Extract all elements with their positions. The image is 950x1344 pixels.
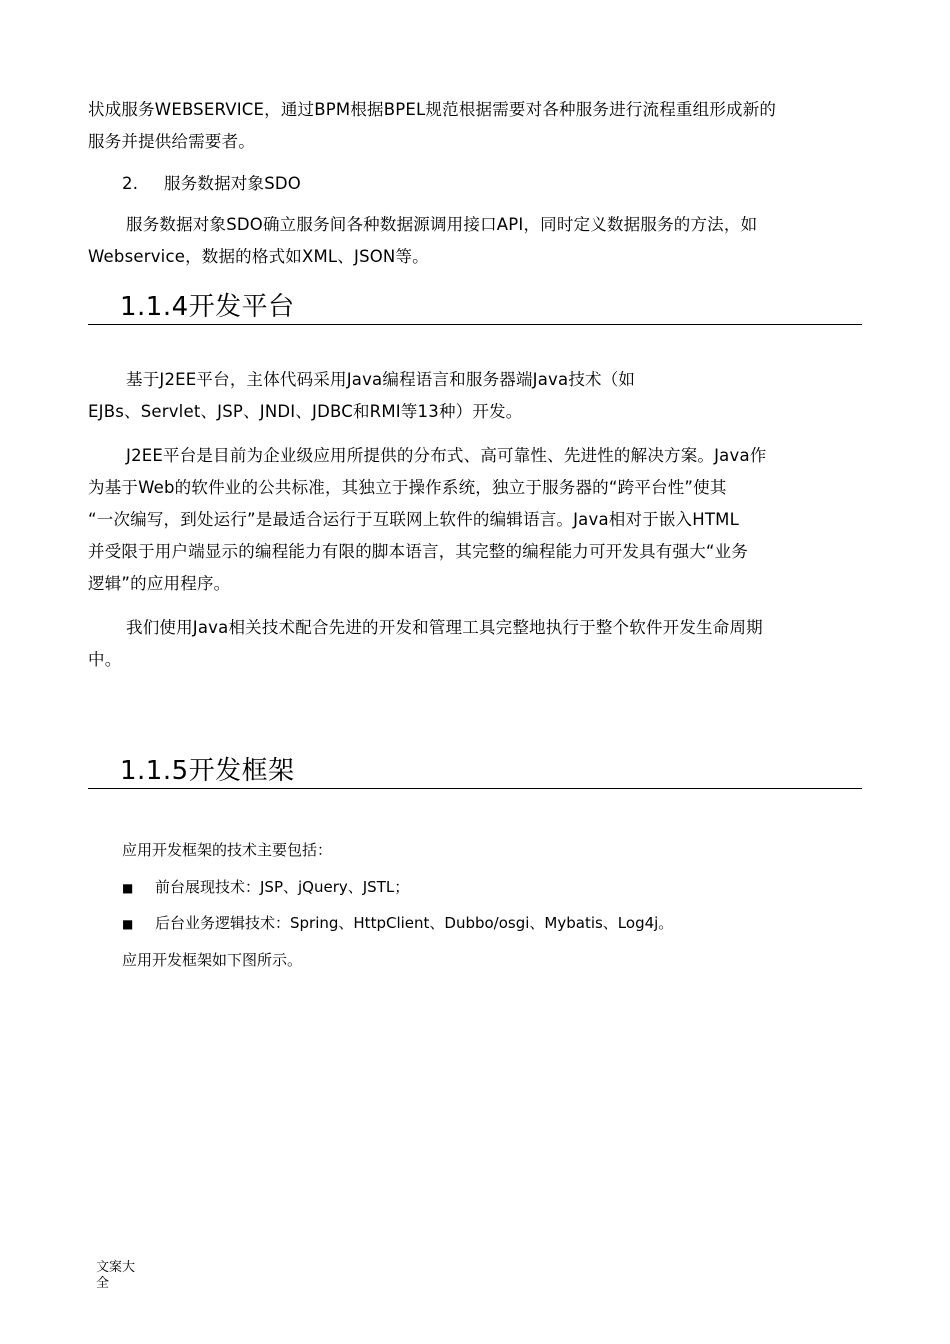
section-heading-114: [88, 284, 862, 325]
platform-para2-line-3: “一次编写，到处运行”是最适合运行于互联网上软件的编辑语言。Java相对于嵌入HTML: [88, 510, 739, 529]
platform-para2-line-5: 逻辑”的应用程序。: [88, 574, 231, 593]
sdo-para-line-1: 服务数据对象SDO确立服务间各种数据源调用接口API，同时定义数据服务的方法，如: [126, 215, 758, 234]
platform-para2-line-2: 为基于Web的软件业的公共标准，其独立于操作系统，独立于服务器的“跨平台性”使其: [88, 478, 727, 497]
platform-para2-line-4: 并受限于用户端显示的编程能力有限的脚本语言，其完整的编程能力可开发具有强大“业务: [88, 542, 749, 561]
intro-line-1: 状成服务WEBSERVICE，通过BPM根据BPEL规范根据需要对各种服务进行流程重组形成新的: [88, 100, 777, 119]
list-item-text: 后台业务逻辑技术：Spring、HttpClient、Dubbo/osgi、Mybatis、Log4j。: [155, 914, 674, 932]
list-item: [122, 877, 409, 898]
item-number: 2.: [122, 174, 139, 193]
section-title: 1.1.4开发平台: [120, 292, 295, 322]
intro-line-2: 服务并提供给需要者。: [88, 132, 255, 151]
footer-line-1: 文案大: [96, 1260, 136, 1275]
section-heading-115: [88, 748, 862, 789]
bullet-square-icon: ■: [122, 917, 134, 931]
sdo-para-line-2: Webservice，数据的格式如XML、JSON等。: [88, 247, 429, 266]
footer-line-2: 全: [96, 1276, 110, 1291]
platform-para1-line-2: EJBs、Servlet、JSP、JNDI、JDBC和RMI等13种）开发。: [88, 402, 523, 421]
platform-para3-line-2: 中。: [88, 650, 122, 669]
list-item-text: 前台展现技术：JSP、jQuery、JSTL；: [155, 878, 410, 896]
bullet-square-icon: ■: [122, 881, 134, 895]
framework-intro: 应用开发框架的技术主要包括：: [122, 841, 333, 859]
platform-para3-line-1: 我们使用Java相关技术配合先进的开发和管理工具完整地执行于整个软件开发生命周期: [126, 618, 763, 637]
item-label: 服务数据对象SDO: [164, 174, 301, 193]
framework-outro: 应用开发框架如下图所示。: [122, 951, 303, 969]
list-item: [122, 913, 673, 934]
platform-para2-line-1: J2EE平台是目前为企业级应用所提供的分布式、高可靠性、先进性的解决方案。Java作: [126, 446, 767, 465]
platform-para1-line-1: 基于J2EE平台，主体代码采用Java编程语言和服务器端Java技术（如: [126, 370, 636, 389]
section-title: 1.1.5开发框架: [120, 756, 295, 786]
numbered-item-2: [122, 173, 896, 195]
